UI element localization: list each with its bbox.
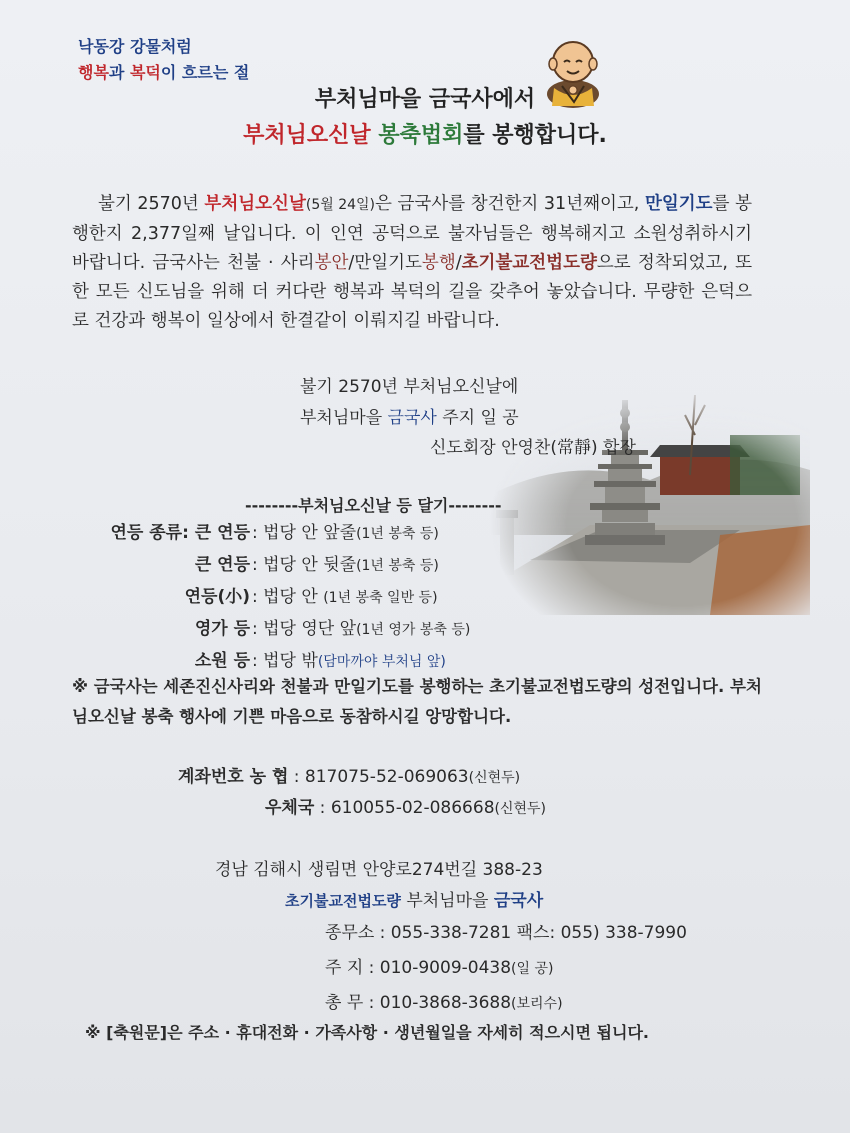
prayer-note: ※ [축원문]은 주소 · 휴대전화 · 가족사항 · 생년월일을 자세히 적으시면 됩니다. (85, 1023, 649, 1042)
address: 경남 김해시 생림면 안양로274번길 388-23 (215, 860, 543, 880)
admin-phone: 총 무 : 010-3868-3688(보리수) (325, 993, 563, 1013)
signature-date: 불기 2570년 부처님오신날에 (300, 377, 519, 397)
lantern-row-2: 큰 연등 (194, 555, 250, 575)
lantern-row-1: 연등 종류: 큰 연등 (110, 523, 250, 543)
slogan-line-1: 낙동강 강물처럼 (78, 37, 192, 56)
abbot-phone: 주 지 : 010-9009-0438(일 공) (325, 958, 554, 978)
notice-text: ※ 금국사는 세존진신사리와 천불과 만일기도를 봉행하는 초기불교전법도량의 성전입니다. 부처님오신날 봉축 행사에 기쁜 마음으로 동참하시길 앙망합니다. (72, 677, 762, 726)
title-line-2: 부처님오신날 봉축법회를 봉행합니다. (243, 123, 607, 148)
signature-president: 신도회장 안영찬(常靜) 합장 (430, 438, 636, 458)
account-post: 우체국 : 610055-02-086668(신현두) (265, 798, 547, 818)
office-phone: 종무소 : 055-338-7281 팩스: 055) 338-7990 (325, 923, 687, 943)
intro-paragraph: 불기 2570년 부처님오신날(5월 24일)은 금국사를 창건한지 31년째이고, 만일기도를 봉행한지 2,377일째 날입니다. 이 인연 공덕으로 불자님들은 행복해지고 소원성취하시기 바랍니다. 금국사는 천불 · 사리봉안/만일기도봉행/초기불교전법도량으로 정착되었고, 또한 모든 신도님을 위해 더 커다란 행복과 복덕의 길을 갖추어 놓았습니다. 무량한 은덕으로 건강과 행복이 일상에서 한결같이 이뤄지길 바랍니다. (72, 194, 752, 331)
slogan-line-2: 행복과 복덕이 흐르는 절 (78, 63, 250, 82)
account-nh: 계좌번호 농 협 : 817075-52-069063(신현두) (178, 767, 521, 787)
lantern-row-3: 연등(小) (184, 587, 250, 607)
lantern-section-heading: --------부처님오신날 등 달기-------- (245, 496, 502, 515)
signature-abbot: 부처님마을 금국사 주지 일 공 (300, 408, 519, 428)
title-line-1: 부처님마을 금국사에서 (314, 87, 536, 112)
temple-name: 초기불교전법도량 부처님마을 금국사 (285, 891, 544, 911)
stone-pagoda-photo (490, 385, 810, 615)
lantern-row-4: 영가 등 (194, 619, 250, 639)
lantern-row-5: 소원 등 (194, 651, 250, 671)
